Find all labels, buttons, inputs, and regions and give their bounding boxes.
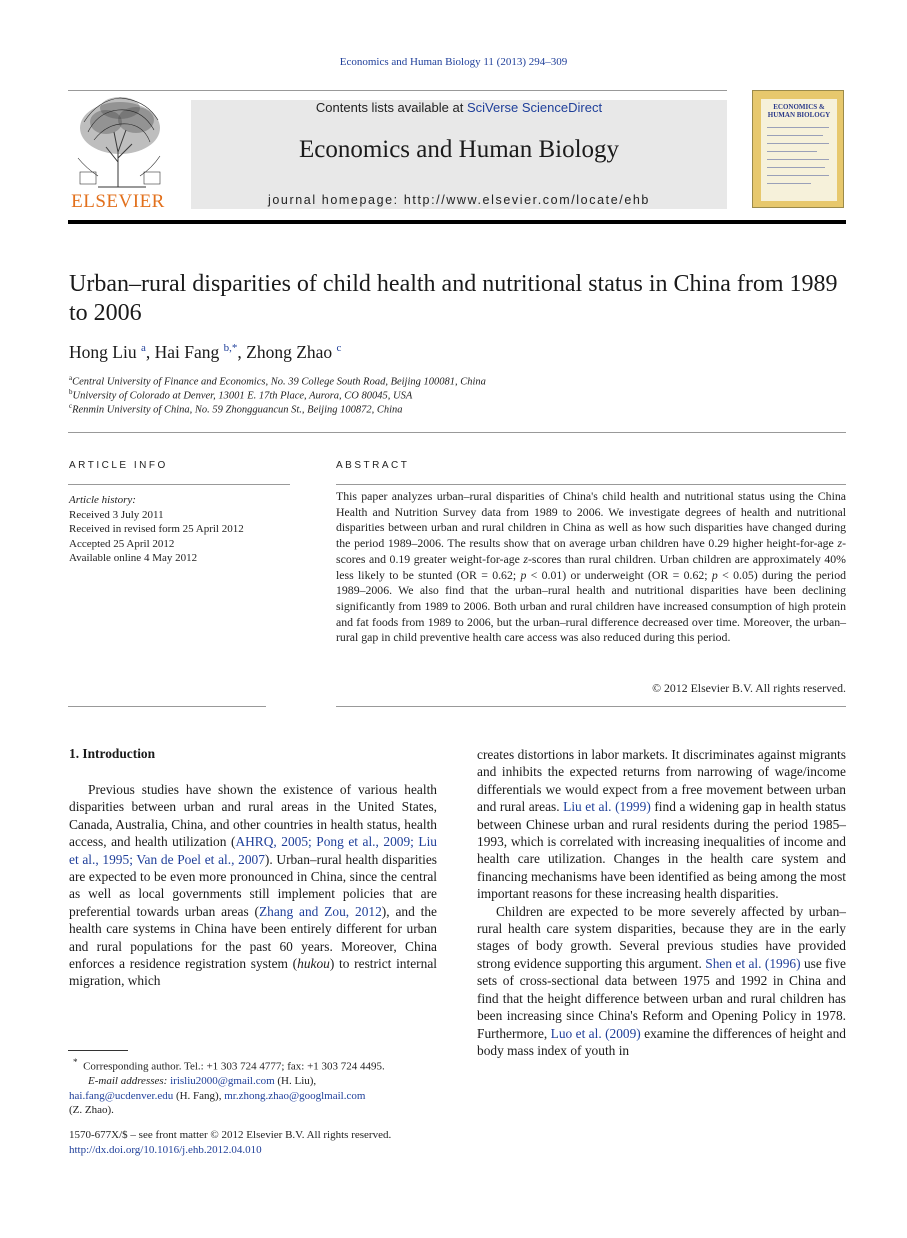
author-affil-marker[interactable]: a <box>140 342 146 355</box>
text-segment: use five sets of cross-sectional data between 1975 and 1992 in China and find that the height difference between urban and rural children has been increasing since China's Reform and Opening Policy in 1978. Furthermore, <box>477 955 846 1041</box>
paragraph <box>477 903 846 1060</box>
affiliation-marker: a <box>69 374 73 382</box>
text-segment: ). Urban–rural health disparities are expected to be even more pronounced in China, since the central as well as local governments still implement policies that are preferential towards urban areas ( <box>69 851 438 919</box>
journal-cover-image <box>752 90 844 208</box>
cover-line <box>767 175 829 176</box>
publisher-wordmark: ELSEVIER <box>71 191 165 212</box>
history-item: Received in revised form 25 April 2012 <box>69 523 244 535</box>
abstract-copyright: © 2012 Elsevier B.V. All rights reserved. <box>652 681 846 695</box>
text-segment: creates distortions in labor markets. It discriminates against migrants and inhibits the expected returns from narrowing of wage/income differentials we would expect from a free movement between urban and rural areas. <box>477 747 846 815</box>
journal-citation: Economics and Human Biology 11 (2013) 294–309 <box>339 56 568 68</box>
email-owner: (Z. Zhao). <box>69 1104 114 1117</box>
cover-line <box>767 159 829 160</box>
cover-line <box>767 151 817 152</box>
text-segment: Children are expected to be more severely affected by urban–rural health care system disparities, because they are in the early stages of body growth. Several previous studies have provided strong evidence supporting this argument. <box>477 903 846 971</box>
journal-name: Economics and Human Biology <box>298 136 620 163</box>
cover-line <box>767 127 829 128</box>
journal-cover-title: ECONOMICS & HUMAN BIOLOGY <box>767 103 831 119</box>
text-segment: ), and the health care systems in China have been entirely different for urban and rural populations for the past 60 years. Moreover, China enforces a residence registration system ( <box>69 903 437 972</box>
email-label: E-mail addresses: <box>88 1075 168 1088</box>
abstract-segment: < 0.05) during the period 1989–2006. We also find that the urban–rural health and nutritional disparities have been declining significantly from 1989 to 2006. Both urban and rural children have increased consumption of high protein and fat foods from 1989 to 2006, but the urban–rural difference decreased over time. Moreover, the urban–rural gap in child preventive health care access was also reduced during this period. <box>336 567 847 645</box>
text-segment: examine the differences of height and body mass index of youth in <box>477 1025 846 1058</box>
abstract-text <box>336 489 846 646</box>
abstract-italic: p <box>520 567 527 582</box>
section-heading: 1. Introduction <box>69 746 156 761</box>
footnote-marker: * <box>73 1057 78 1067</box>
article-info-bottom-rule <box>68 706 266 707</box>
author-name: Hong Liu <box>69 342 137 362</box>
header-rule-top <box>68 90 727 91</box>
contents-prefix: Contents lists available at <box>315 100 464 115</box>
article-history <box>69 493 289 566</box>
contents-line <box>191 100 727 115</box>
citation-link[interactable]: Liu et al. (1999) <box>563 799 651 815</box>
citation-link[interactable]: AHRQ, 2005; Pong et al., 2009; Liu et al., 1995; Van de Poel et al., 2007 <box>69 834 437 867</box>
affiliation <box>69 402 403 416</box>
abstract-segment: < 0.01) or underweight (OR = 0.62; <box>526 567 712 582</box>
body-column-right <box>477 746 846 1059</box>
email-link[interactable]: irisliu2000@gmail.com <box>170 1075 275 1088</box>
cover-line <box>767 135 823 136</box>
history-item: Received 3 July 2011 <box>69 508 164 521</box>
history-title: Article history: <box>69 494 136 506</box>
body-column-left <box>69 781 437 990</box>
email-link[interactable]: mr.zhong.zhao@googlmail.com <box>224 1089 366 1102</box>
abstract-rule <box>336 484 846 485</box>
affiliation <box>69 388 412 402</box>
email-owner: (H. Fang), <box>173 1089 225 1102</box>
cover-line <box>767 167 825 168</box>
header-rule-thick <box>68 220 846 224</box>
author-affil-marker[interactable]: c <box>336 342 342 355</box>
issn-line: 1570-677X/$ – see front matter © 2012 Elsevier B.V. All rights reserved. <box>69 1129 392 1141</box>
journal-homepage[interactable]: journal homepage: http://www.elsevier.com/locate/ehb <box>268 193 650 207</box>
citation-link[interactable]: Zhang and Zou, 2012 <box>258 903 382 919</box>
italic-term: hukou <box>297 956 330 972</box>
footnote-line <box>69 1055 449 1074</box>
affiliation-text: University of Colorado at Denver, 13001 E. 17th Place, Aurora, CO 80045, USA <box>72 390 413 402</box>
abstract-bottom-rule <box>336 706 846 707</box>
author-name: Zhong Zhao <box>246 342 333 362</box>
abstract-label: ABSTRACT <box>336 460 410 471</box>
corresponding-author-footnote <box>69 1055 449 1118</box>
front-matter <box>69 1128 489 1157</box>
affiliation-marker: c <box>69 402 73 410</box>
author-affil-marker[interactable]: b,* <box>223 342 238 355</box>
cover-line <box>767 143 829 144</box>
affiliation <box>69 374 486 388</box>
author-list: Hong Liu $^a$, Hai Fang $^{b,*}$, Zhong Zhao $^c$ <box>69 342 342 362</box>
affiliation-marker: b <box>69 388 73 396</box>
cover-line <box>767 183 811 184</box>
abstract-italic: z <box>837 536 843 551</box>
footnote-rule <box>68 1050 128 1051</box>
text-segment: Previous studies have shown the existence of various health disparities between urban and rural areas in the United States, Canada, Australia, China, and other countries in health status, health access, and health utilization ( <box>69 782 437 850</box>
abstract-italic: z <box>523 551 528 566</box>
footnote-line <box>69 1074 449 1089</box>
affiliation-text: Central University of Finance and Economics, No. 39 College South Road, Beijing 100081, China <box>72 376 486 388</box>
citation-link[interactable]: Shen et al. (1996) <box>705 955 801 971</box>
paragraph <box>477 746 846 903</box>
article-info-label: ARTICLE INFO <box>69 460 168 471</box>
elsevier-tree-logo-icon <box>68 92 172 190</box>
text-segment: find a widening gap in health status between Chinese urban and rural residents during the period 1985–1993, which is correlated with increasing inequalities of income and health care utilization. Changes in the health care system and financing mechanisms have been identified as being among the most important reasons for these increasing health disparities. <box>477 799 846 902</box>
author-name: Hai Fang <box>154 342 220 362</box>
email-owner: (H. Liu), <box>274 1075 317 1088</box>
abstract-italic: p <box>711 567 718 582</box>
footnote-text: Corresponding author. Tel.: +1 303 724 4777; fax: +1 303 724 4495. <box>83 1060 385 1073</box>
abstract-segment: -scores and 0.19 greater weight-for-age <box>336 536 846 566</box>
article-info-rule <box>68 484 290 485</box>
history-item: Available online 4 May 2012 <box>69 552 198 564</box>
sciencedirect-link[interactable]: SciVerse ScienceDirect <box>466 100 603 115</box>
paragraph <box>69 781 437 990</box>
email-link[interactable]: hai.fang@ucdenver.edu <box>69 1089 174 1102</box>
abstract-segment: This paper analyzes urban–rural disparities of China's child health and nutritional status using the China Health and Nutrition Survey data from 1989 to 2006. We investigate degrees of health and nutritional disparities between urban and rural children in China as well as how such disparities have changed during the period 1989–2006. The results show that on average urban children have 0.29 higher height-for-age <box>336 489 846 551</box>
article-title: Urban–rural disparities of child health and nutritional status in China from 1989 to 2006 <box>69 271 838 326</box>
doi-link[interactable]: http://dx.doi.org/10.1016/j.ehb.2012.04.010 <box>69 1143 262 1156</box>
citation-link[interactable]: Luo et al. (2009) <box>550 1025 641 1041</box>
footnote-line <box>69 1089 449 1104</box>
affiliation-rule <box>68 432 846 433</box>
affiliation-text: Renmin University of China, No. 59 Zhongguancun St., Beijing 100872, China <box>72 404 403 416</box>
abstract-segment: -scores than rural children. Urban children are approximately 40% less likely to be stunted (OR = 0.62; <box>336 551 846 582</box>
history-item: Accepted 25 April 2012 <box>69 537 175 550</box>
text-segment: ) to restrict internal migration, which <box>69 956 437 989</box>
